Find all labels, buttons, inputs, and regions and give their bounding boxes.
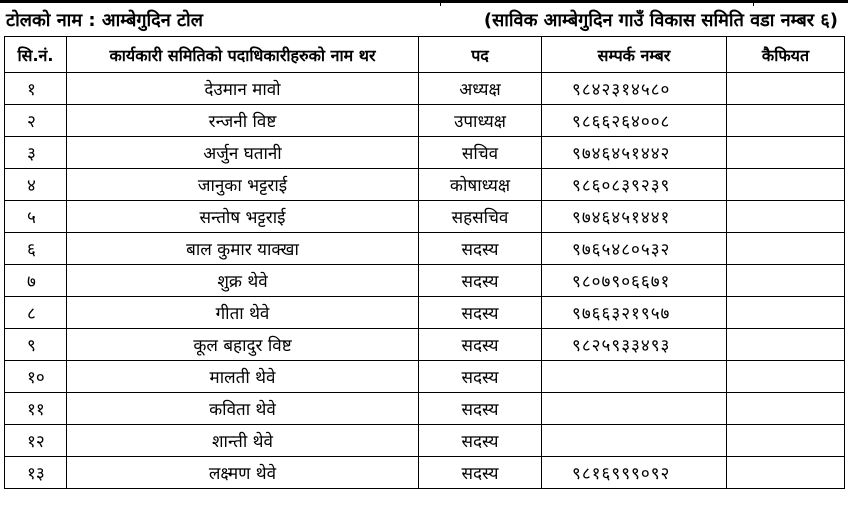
document-header: [0, 6, 848, 34]
cell-serial-number: ११: [5, 393, 67, 425]
cell-remarks: [727, 361, 845, 393]
cell-post: सदस्य: [419, 233, 542, 265]
tole-name-label: टोलको नाम : आम्बेगुदिन टोल: [6, 10, 203, 31]
cell-post: कोषाध्यक्ष: [419, 169, 542, 201]
column-header-phone: सम्पर्क नम्बर: [542, 37, 727, 73]
cell-member-name: लक्ष्मण थेवे: [67, 457, 419, 489]
table-row: [5, 105, 845, 137]
cell-serial-number: १: [5, 73, 67, 105]
cell-contact-number: ९८०७९०६६७१: [542, 265, 727, 297]
table-row: [5, 393, 845, 425]
cell-member-name: कूल बहादुर विष्ट: [67, 329, 419, 361]
cell-post: अध्यक्ष: [419, 73, 542, 105]
cell-member-name: जानुका भट्टराई: [67, 169, 419, 201]
cell-contact-number: ९८२५९३३४९३: [542, 329, 727, 361]
table-row: [5, 297, 845, 329]
cell-post: सदस्य: [419, 265, 542, 297]
cell-remarks: [727, 265, 845, 297]
committee-table: [4, 36, 845, 489]
cell-contact-number: ९८४२३१४५८०: [542, 73, 727, 105]
table-row: [5, 457, 845, 489]
cell-remarks: [727, 393, 845, 425]
table-row: [5, 265, 845, 297]
table-row: [5, 73, 845, 105]
cell-serial-number: १०: [5, 361, 67, 393]
cell-contact-number: ९७४६४५१४४१: [542, 201, 727, 233]
cell-remarks: [727, 329, 845, 361]
cell-remarks: [727, 201, 845, 233]
cell-member-name: देउमान मावो: [67, 73, 419, 105]
table-row: [5, 201, 845, 233]
cell-contact-number: [542, 361, 727, 393]
cell-serial-number: ३: [5, 137, 67, 169]
cell-remarks: [727, 169, 845, 201]
cell-contact-number: ९७६६३२१९५७: [542, 297, 727, 329]
cell-contact-number: ९८१६९९९०९२: [542, 457, 727, 489]
cell-serial-number: ९: [5, 329, 67, 361]
table-row: [5, 329, 845, 361]
cell-post: सदस्य: [419, 457, 542, 489]
cell-remarks: [727, 457, 845, 489]
cell-serial-number: ६: [5, 233, 67, 265]
cell-post: उपाध्यक्ष: [419, 105, 542, 137]
cell-serial-number: ७: [5, 265, 67, 297]
cell-remarks: [727, 73, 845, 105]
table-row: [5, 137, 845, 169]
cell-post: सदस्य: [419, 393, 542, 425]
column-header-sn: सि.नं.: [5, 37, 67, 73]
top-border-line: [0, 0, 848, 3]
cell-post: सचिव: [419, 137, 542, 169]
cell-serial-number: ८: [5, 297, 67, 329]
cell-contact-number: [542, 425, 727, 457]
cell-serial-number: १२: [5, 425, 67, 457]
cell-member-name: शान्ती थेवे: [67, 425, 419, 457]
table-row: [5, 169, 845, 201]
former-vdc-label: (साविक आम्बेगुदिन गाउँ विकास समिति वडा नम्बर ६): [483, 10, 838, 31]
cell-remarks: [727, 137, 845, 169]
cell-member-name: मालती थेवे: [67, 361, 419, 393]
column-header-name: कार्यकारी समितिको पदाधिकारीहरुको नाम थर: [67, 37, 419, 73]
cell-member-name: शुक्र थेवे: [67, 265, 419, 297]
cell-post: सदस्य: [419, 361, 542, 393]
cell-remarks: [727, 105, 845, 137]
cell-contact-number: ९८६६२६४००८: [542, 105, 727, 137]
table-header-row: [5, 37, 845, 73]
cell-contact-number: ९७६५४८०५३२: [542, 233, 727, 265]
cell-serial-number: २: [5, 105, 67, 137]
cell-post: सदस्य: [419, 425, 542, 457]
cell-remarks: [727, 233, 845, 265]
cell-remarks: [727, 425, 845, 457]
table-row: [5, 233, 845, 265]
cell-serial-number: ४: [5, 169, 67, 201]
cell-member-name: रन्जनी विष्ट: [67, 105, 419, 137]
column-header-post: पद: [419, 37, 542, 73]
cell-contact-number: [542, 393, 727, 425]
cell-post: सहसचिव: [419, 201, 542, 233]
cell-contact-number: ९७४६४५१४४२: [542, 137, 727, 169]
cell-member-name: सन्तोष भट्टराई: [67, 201, 419, 233]
cell-member-name: बाल कुमार याक्खा: [67, 233, 419, 265]
cell-serial-number: ५: [5, 201, 67, 233]
table-row: [5, 361, 845, 393]
column-header-remarks: कैफियत: [727, 37, 845, 73]
cell-serial-number: १३: [5, 457, 67, 489]
cell-post: सदस्य: [419, 297, 542, 329]
cell-post: सदस्य: [419, 329, 542, 361]
cell-member-name: गीता थेवे: [67, 297, 419, 329]
cell-contact-number: ९८६०८३९२३९: [542, 169, 727, 201]
cell-member-name: अर्जुन घतानी: [67, 137, 419, 169]
cell-remarks: [727, 297, 845, 329]
table-row: [5, 425, 845, 457]
cell-member-name: कविता थेवे: [67, 393, 419, 425]
